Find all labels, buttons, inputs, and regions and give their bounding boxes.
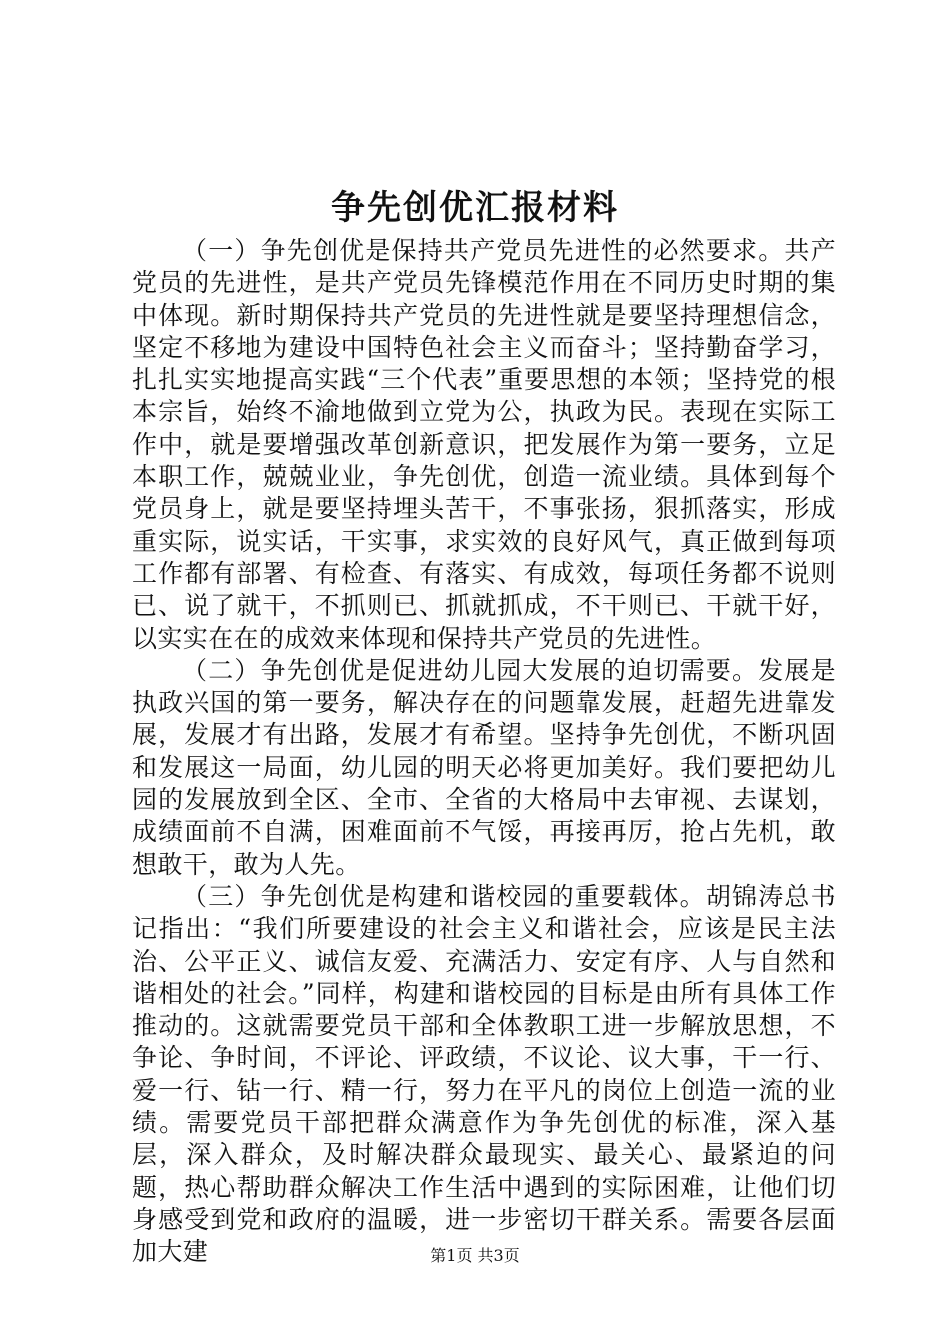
paragraph-1: （一）争先创优是保持共产党员先进性的必然要求。共产党员的先进性，是共产党员先锋模范作用在不同历史时期的集中体现。新时期保持共产党员的先进性就是要坚持理想信念，坚定不移地为建设中国特色社会主义而奋斗；坚持勤奋学习，扎扎实实地提高实践“三个代表”重要思想的本领；坚持党的根本宗旨，始终不渝地做到立党为公，执政为民。表现在实际工作中，就是要增强改革创新意识，把发展作为第一要务，立足本职工作，兢兢业业，争先创优，创造一流业绩。具体到每个党员身上，就是要坚持埋头苦干，不事张扬，狠抓落实，形成重实际，说实话，干实事，求实效的良好风气，真正做到每项工作都有部署、有检查、有落实、有成效，每项任务都不说则已、说了就干，不抓则已、抓就抓成，不干则已、干就干好，以实实在在的成效来体现和保持共产党员的先进性。 xyxy=(132,236,836,653)
page-footer: 第1页 共3页 xyxy=(430,1246,520,1265)
paragraph-2: （二）争先创优是促进幼儿园大发展的迫切需要。发展是执政兴国的第一要务，解决存在的问题靠发展，赶超先进靠发展，发展才有出路，发展才有希望。坚持争先创优，不断巩固和发展这一局面，幼儿园的明天必将更加美好。我们要把幼儿园的发展放到全区、全市、全省的大格局中去审视、去谋划，成绩面前不自满，困难面前不气馁，再接再厉，抢占先机，敢想敢干，敢为人先。 xyxy=(132,655,836,879)
paragraph-3: （三）争先创优是构建和谐校园的重要载体。胡锦涛总书记指出：“我们所要建设的社会主义和谐社会，应该是民主法治、公平正义、诚信友爱、充满活力、安定有序、人与自然和谐相处的社会。”同样，构建和谐校园的目标是由所有具体工作推动的。这就需要党员干部和全体教职工进一步解放思想，不争论、争时间，不评论、评政绩，不议论、议大事，干一行、爱一行、钻一行、精一行，努力在平凡的岗位上创造一流的业绩。需要党员干部把群众满意作为争先创优的标准，深入基层，深入群众，及时解决群众最现实、最关心、最紧迫的问题，热心帮助群众解决工作生活中遇到的实际困难，让他们切身感受到党和政府的温暖，进一步密切干群关系。需要各层面加大建 xyxy=(132,881,836,1267)
document-title: 争先创优汇报材料 xyxy=(331,188,619,228)
document-body xyxy=(132,235,836,1269)
